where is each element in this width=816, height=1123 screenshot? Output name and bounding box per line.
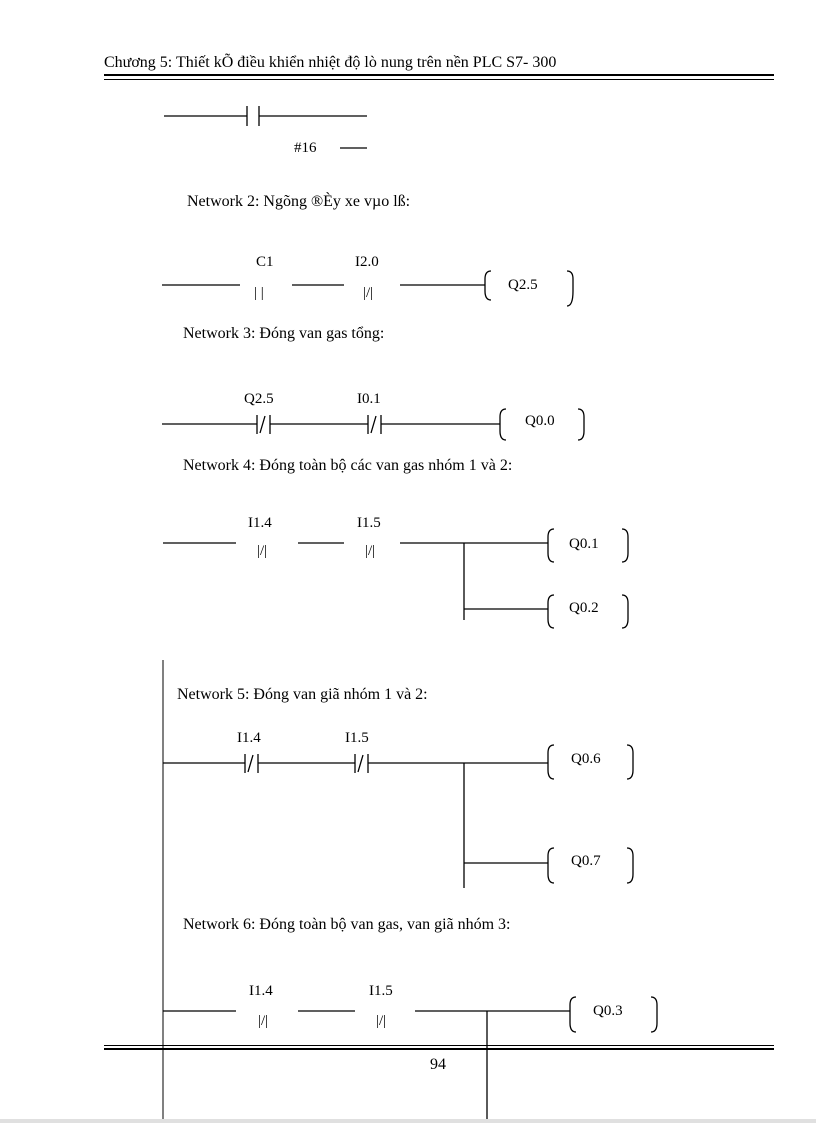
network1-lines xyxy=(164,106,367,148)
network2-title: Network 2: Ngõng ®Èy xe vµo lß: xyxy=(187,193,411,210)
network4-contact2-label: I1.5 xyxy=(357,515,381,531)
network4-contact2-symbol: |/| xyxy=(365,543,376,559)
network5-lines xyxy=(163,745,633,888)
network6-title: Network 6: Đóng toàn bộ van gas, van giã nhóm 3: xyxy=(183,916,511,933)
network2-coil-label: Q2.5 xyxy=(508,277,538,293)
network4-contact1-label: I1.4 xyxy=(248,515,272,531)
network3-title: Network 3: Đóng van gas tổng: xyxy=(183,325,385,342)
network5-coil1-label: Q0.6 xyxy=(571,751,601,767)
network3-coil-label: Q0.0 xyxy=(525,413,555,429)
network3-contact1-label: Q2.5 xyxy=(244,391,274,407)
network2-contact1-label: C1 xyxy=(256,254,274,270)
network2-contact2-symbol: |/| xyxy=(363,285,374,301)
page-header-title: Chương 5: Thiết kÕ điều khiển nhiệt độ lò nung trên nền PLC S7- 300 xyxy=(104,54,557,71)
network5-coil2-label: Q0.7 xyxy=(571,853,601,869)
network4-coil1-label: Q0.1 xyxy=(569,536,599,552)
network4-coil2-label: Q0.2 xyxy=(569,600,599,616)
network6-contact2-label: I1.5 xyxy=(369,983,393,999)
network3-lines xyxy=(162,409,584,440)
page-number: 94 xyxy=(430,1056,446,1073)
network3-contact2-label: I0.1 xyxy=(357,391,381,407)
footer-rule-thin xyxy=(104,1045,774,1046)
network5-contact1-label: I1.4 xyxy=(237,730,261,746)
network5-title: Network 5: Đóng van giã nhóm 1 và 2: xyxy=(177,686,428,703)
network6-lines xyxy=(163,997,657,1123)
network5-contact2-label: I1.5 xyxy=(345,730,369,746)
network6-contact1-label: I1.4 xyxy=(249,983,273,999)
network1-label: #16 xyxy=(294,140,317,156)
network4-lines xyxy=(163,529,628,628)
network2-contact1-symbol: | | xyxy=(254,285,264,301)
network6-contact2-symbol: |/| xyxy=(376,1013,387,1029)
network6-contact1-symbol: |/| xyxy=(258,1013,269,1029)
network4-title: Network 4: Đóng toàn bộ các van gas nhóm 1 và 2: xyxy=(183,457,513,474)
network2-contact2-label: I2.0 xyxy=(355,254,379,270)
network4-contact1-symbol: |/| xyxy=(257,543,268,559)
network6-coil1-label: Q0.3 xyxy=(593,1003,623,1019)
page-bottom-edge xyxy=(0,1119,816,1123)
footer-rule-thick xyxy=(104,1048,774,1050)
